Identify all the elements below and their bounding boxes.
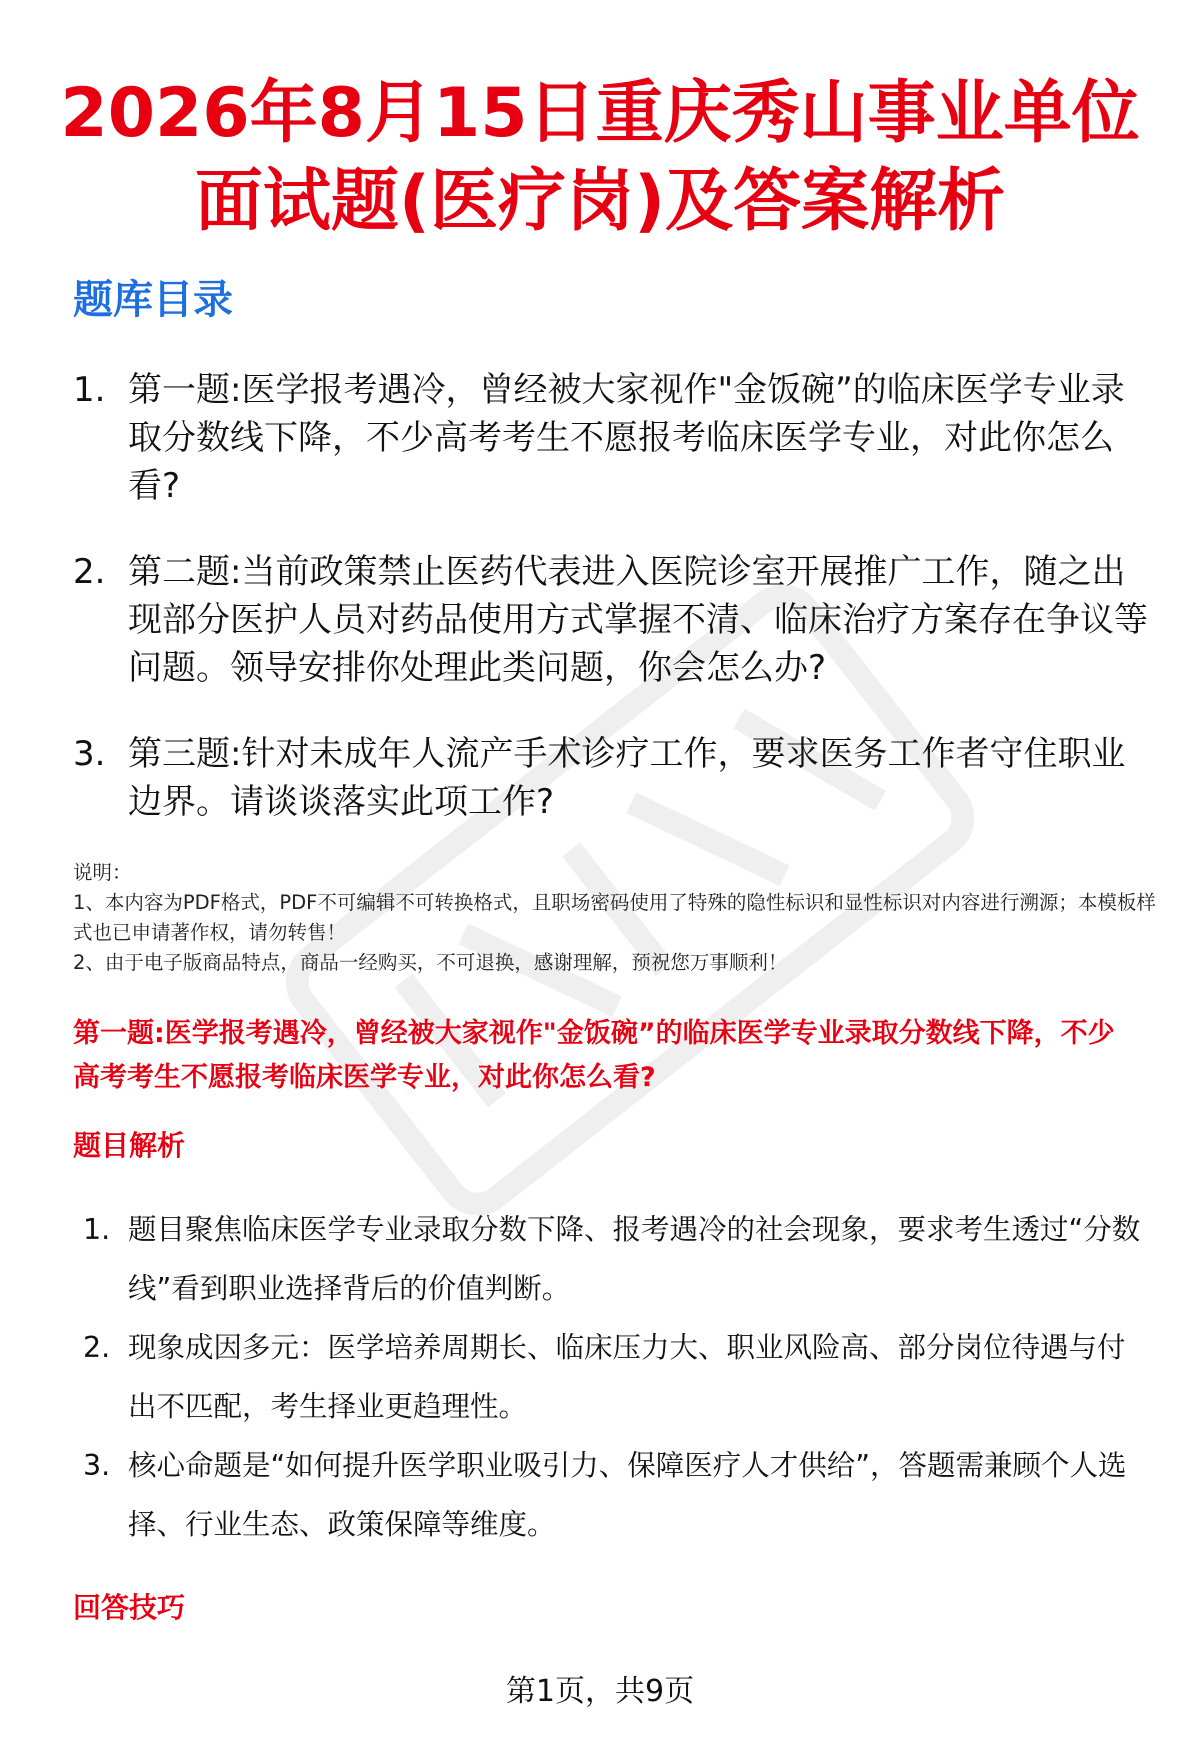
toc-item-number: 1.	[73, 370, 106, 410]
document-title-line2: 面试题(医疗岗)及答案解析	[194, 162, 1006, 241]
toc-item[interactable]	[73, 548, 1153, 692]
toc-item-number: 3.	[73, 734, 106, 774]
page-number: 第1页，共9页	[505, 1674, 695, 1709]
tips-heading: 回答技巧	[73, 1591, 186, 1624]
question-title: 第一题:医学报考遇冷，曾经被大家视作"金饭碗”的临床医学专业录取分数线下降，不少高考考生不愿报考临床医学专业，对此你怎么看?	[73, 1018, 1115, 1093]
document-title	[0, 70, 1200, 246]
toc-item-text: 第一题:医学报考遇冷，曾经被大家视作"金饭碗”的临床医学专业录取分数线下降，不少高考考生不愿报考临床医学专业，对此你怎么看?	[128, 370, 1125, 506]
analysis-item	[83, 1200, 1143, 1318]
analysis-item-number: 1.	[83, 1213, 111, 1246]
toc-item-text: 第三题:针对未成年人流产手术诊疗工作，要求医务工作者守住职业边界。请谈谈落实此项工作?	[128, 734, 1126, 822]
analysis-item-text: 现象成因多元：医学培养周期长、临床压力大、职业风险高、部分岗位待遇与付出不匹配，考生择业更趋理性。	[128, 1331, 1126, 1423]
notes-line: 2、由于电子版商品特点，商品一经购买，不可退换，感谢理解，预祝您万事顺利！	[73, 951, 788, 974]
analysis-heading: 题目解析	[73, 1129, 186, 1162]
toc-heading: 题库目录	[73, 277, 233, 323]
notes-heading: 说明：	[73, 861, 132, 884]
analysis-item-text: 核心命题是“如何提升医学职业吸引力、保障医疗人才供给”，答题需兼顾个人选择、行业生态、政策保障等维度。	[128, 1449, 1127, 1541]
toc-list	[73, 366, 1153, 864]
analysis-item	[83, 1318, 1143, 1436]
toc-item[interactable]	[73, 366, 1153, 510]
notes-line: 1、本内容为PDF格式，PDF不可编辑不可转换格式，且职场密码使用了特殊的隐性标识和显性标识对内容进行溯源；本模板样式也已申请著作权，请勿转售！	[73, 891, 1156, 944]
analysis-item	[83, 1436, 1143, 1554]
document-title-line1: 2026年8月15日重庆秀山事业单位	[60, 74, 1140, 153]
analysis-item-text: 题目聚焦临床医学专业录取分数下降、报考遇冷的社会现象，要求考生透过“分数线”看到职业选择背后的价值判断。	[128, 1213, 1141, 1305]
analysis-list	[83, 1200, 1143, 1554]
notes-block	[73, 858, 1163, 978]
toc-item-text: 第二题:当前政策禁止医药代表进入医院诊室开展推广工作，随之出现部分医护人员对药品使用方式掌握不清、临床治疗方案存在争议等问题。领导安排你处理此类问题，你会怎么办?	[128, 552, 1148, 688]
analysis-item-number: 2.	[83, 1331, 111, 1364]
toc-item[interactable]	[73, 730, 1153, 826]
toc-item-number: 2.	[73, 552, 106, 592]
analysis-item-number: 3.	[83, 1449, 111, 1482]
